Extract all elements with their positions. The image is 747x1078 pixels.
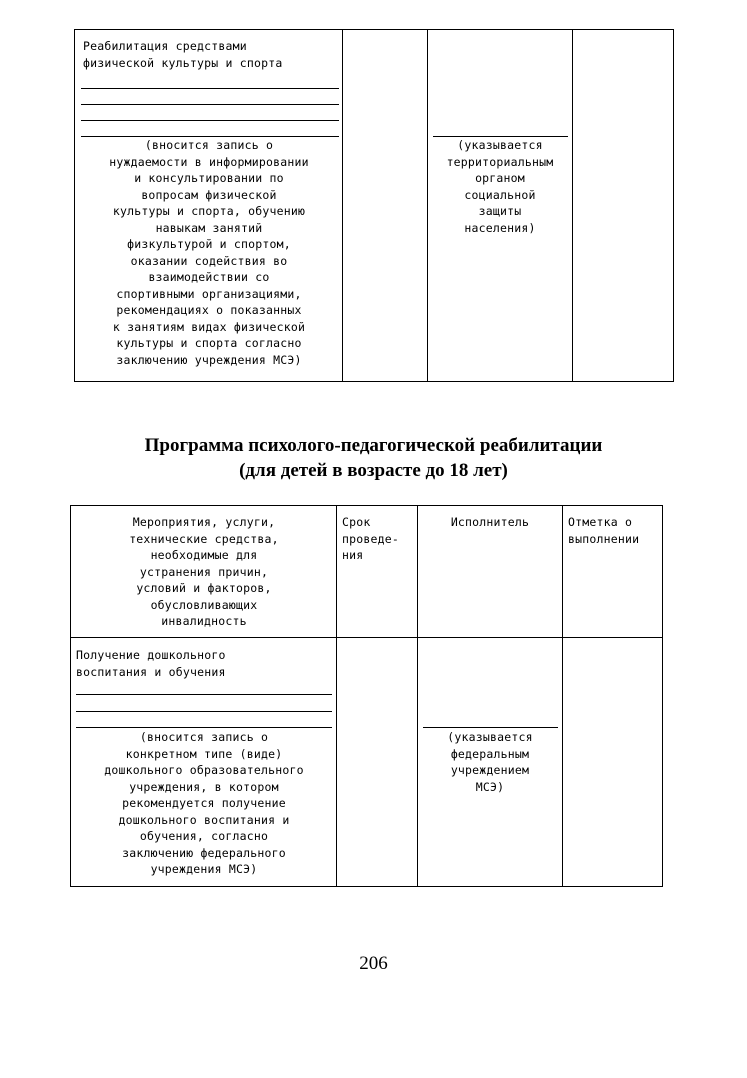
- fill-in-line: [81, 104, 339, 105]
- federal-institution-note: (указывается федеральным учреждением МСЭ): [447, 730, 533, 794]
- fill-in-line: [76, 727, 332, 728]
- fill-in-line: [76, 694, 332, 695]
- territorial-body-note: (указывается территориальным органом социальной защиты населения): [446, 138, 554, 235]
- preschool-education-title: Получение дошкольного воспитания и обучения: [76, 648, 226, 679]
- fill-in-line: [76, 711, 332, 712]
- preschool-education-note: (вносится запись о конкретном типе (виде) дошкольного образовательного учреждения, в котором рекомендуется получение дошкольного воспитания и обучения, согласно заключению федерального учреждения МСЭ): [104, 730, 304, 876]
- header-divider: [71, 637, 662, 638]
- column-divider: [342, 30, 343, 381]
- header-measures: Мероприятия, услуги, технические средства, необходимые для устранения причин, условий и факторов, обусловливающих инвалидность: [129, 515, 279, 628]
- column-divider: [572, 30, 573, 381]
- fill-in-line: [81, 88, 339, 89]
- column-divider: [562, 506, 563, 886]
- psych-ped-rehab-table: [70, 505, 663, 887]
- sport-rehab-note: (вносится запись о нуждаемости в информировании и консультировании по вопросам физической культуры и спорта, обучению навыкам занятий физкультурой и спортом, оказании содействия во взаимодействии со спортивными организациями, рекомендациях о показанных к занятиям видах физической культуры и спорта согласно заключению учреждения МСЭ): [109, 138, 309, 367]
- column-divider: [336, 506, 337, 886]
- header-completion-mark: Отметка о выполнении: [568, 515, 640, 546]
- fill-in-line: [81, 120, 339, 121]
- sport-rehab-title: Реабилитация средствами физической культуры и спорта: [83, 39, 283, 70]
- column-divider: [417, 506, 418, 886]
- header-executor: Исполнитель: [450, 515, 530, 529]
- page-number: 206: [359, 953, 388, 974]
- header-term: Срок проведе- ния: [342, 515, 399, 562]
- fill-in-line: [423, 727, 558, 728]
- section-title: Программа психолого-педагогической реабилитации: [144, 435, 603, 456]
- rehab-sport-table: [74, 29, 674, 382]
- section-subtitle: (для детей в возрасте до 18 лет): [239, 460, 508, 481]
